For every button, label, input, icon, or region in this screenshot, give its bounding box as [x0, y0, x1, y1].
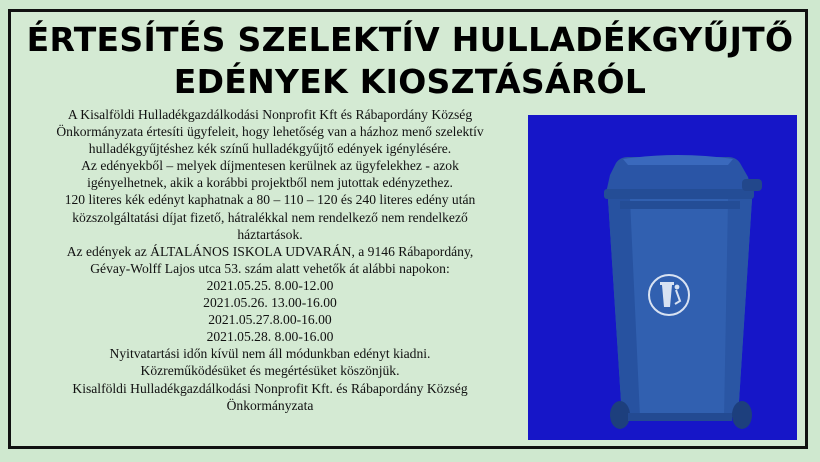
body-line: Gévay-Wolff Lajos utca 53. szám alatt vehetők át alábbi napokon:	[90, 260, 450, 276]
body-line: 120 literes kék edényt kaphatnak a 80 – 110 – 120 és 240 literes edény után	[64, 192, 476, 208]
blue-bin-photo	[528, 115, 797, 440]
body-line: Önkormányzata értesíti ügyfeleit, hogy lehetőség van a házhoz menő szelektív	[56, 124, 484, 140]
body-line: Közreműködésüket és megértésüket köszönjük.	[140, 363, 400, 379]
body-line: Nyitvatartási időn kívül nem áll módunkban edényt kiadni.	[109, 346, 431, 362]
schedule-date-1: 2021.05.25. 8.00-12.00	[206, 277, 334, 293]
body-line: háztartások.	[237, 226, 303, 242]
notice-title-line-1: ÉRTESÍTÉS SZELEKTÍV HULLADÉKGYŰJTŐ	[26, 20, 794, 59]
body-line: Az edényekből – melyek díjmentesen kerülnek az ügyfelekhez - azok	[81, 158, 459, 174]
body-line: közszolgáltatási díjat fizető, hátralékkal nem rendelkező nem rendelkező	[72, 209, 468, 225]
notice-title-line-2: EDÉNYEK KIOSZTÁSÁRÓL	[173, 62, 647, 101]
schedule-date-4: 2021.05.28. 8.00-16.00	[206, 329, 334, 345]
schedule-date-3: 2021.05.27.8.00-16.00	[208, 312, 332, 328]
signature-line: Önkormányzata	[226, 397, 314, 413]
body-line: igényelhetnek, akik a korábbi projektből nem jutottak edényzethez.	[87, 175, 453, 191]
body-line: Az edények az ÁLTALÁNOS ISKOLA UDVARÁN, a 9146 Rábapordány,	[66, 243, 474, 259]
signature-line: Kisalföldi Hulladékgazdálkodási Nonprofit Kft. és Rábapordány Község	[72, 380, 468, 396]
schedule-date-2: 2021.05.26. 13.00-16.00	[203, 295, 337, 311]
wheelie-bin-icon	[528, 115, 797, 440]
body-line: A Kisalföldi Hulladékgazdálkodási Nonprofit Kft és Rábapordány Község	[67, 107, 473, 122]
body-line: hulladékgyűjtéshez kék színű hulladékgyűjtő edények igénylésére.	[88, 141, 452, 157]
notice-body	[20, 106, 520, 414]
